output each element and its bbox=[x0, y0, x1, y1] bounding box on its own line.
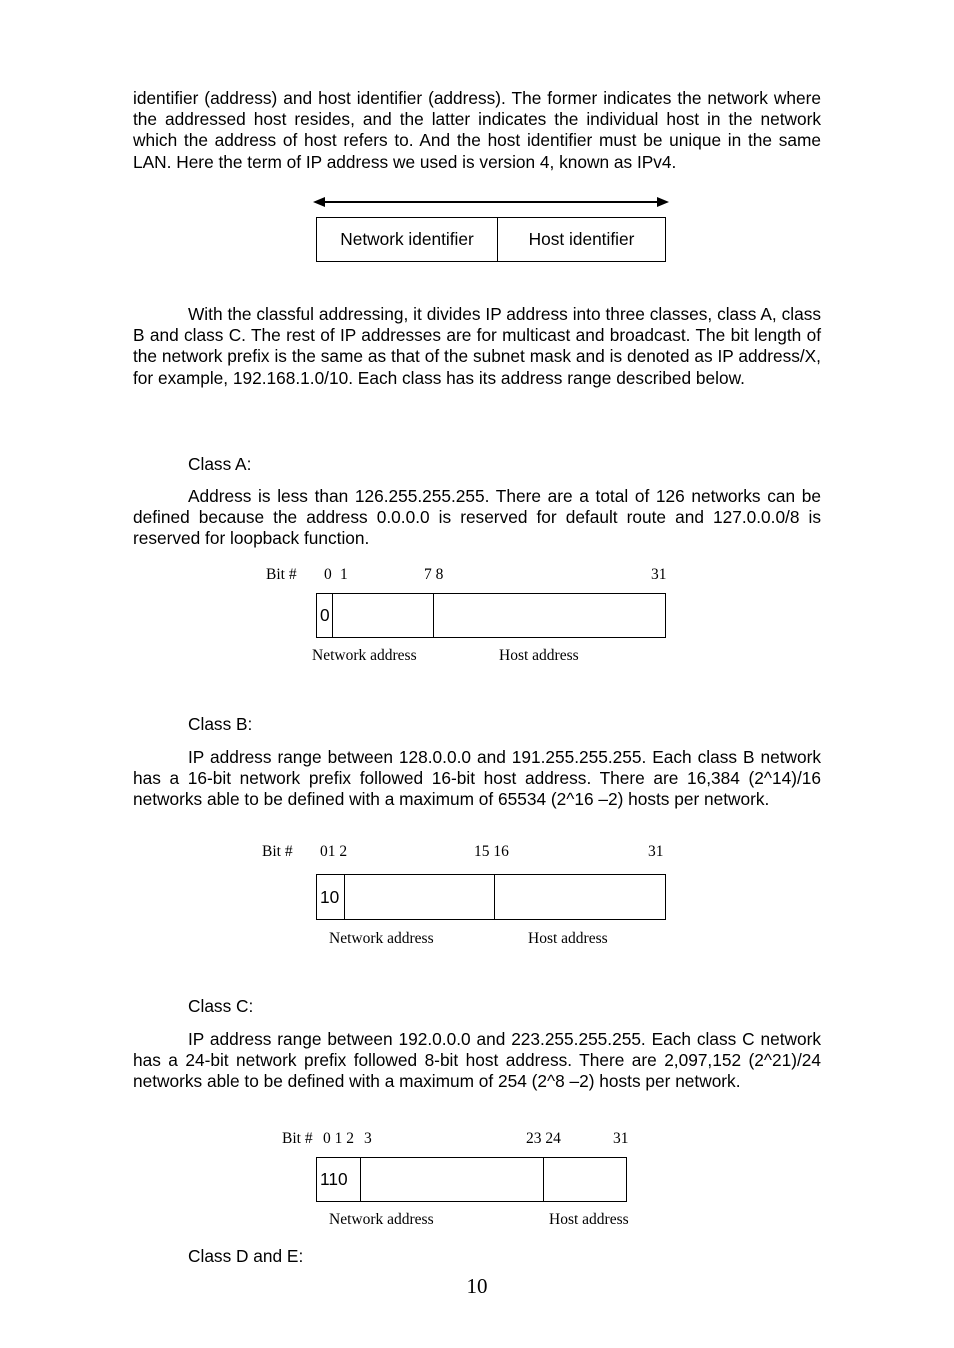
class-a-bit-7-8: 7 8 bbox=[424, 566, 444, 583]
classful-paragraph: With the classful addressing, it divides IP address into three classes, class A, class B and class C. The rest of IP addresses are for multicast and broadcast. The bit length of the network prefix is the same as that of the subnet mask and is denoted as IP address/X, for example, 192.168.1.0/10. Each class has its address range described below. bbox=[133, 304, 821, 388]
class-a-paragraph: Address is less than 126.255.255.255. There are a total of 126 networks can be defined because the address 0.0.0.0 is reserved for default route and 127.0.0.0/8 is reserved for loopback function. bbox=[133, 486, 821, 549]
class-a-network-cell bbox=[333, 594, 434, 637]
class-c-prefix-cell: 110 bbox=[317, 1158, 361, 1201]
class-a-host-cell bbox=[434, 594, 665, 637]
class-a-network-address-label: Network address bbox=[312, 647, 417, 664]
class-a-bit-1: 1 bbox=[340, 566, 348, 583]
class-a-bit-box bbox=[316, 593, 666, 638]
intro-paragraph: identifier (address) and host identifier (address). The former indicates the network where the addressed host resides, and the latter indicates the individual host in the network which the address of host refers to. And the host identifier must be unique in the same LAN. Here the term of IP address we used is version 4, known as IPv4. bbox=[133, 88, 821, 172]
page-number: 10 bbox=[466, 1274, 488, 1298]
class-c-bit-31: 31 bbox=[613, 1130, 629, 1147]
class-c-network-address-label: Network address bbox=[329, 1211, 434, 1228]
class-a-bit-label: Bit # bbox=[266, 566, 297, 583]
class-a-bit-31: 31 bbox=[651, 566, 667, 583]
class-a-prefix-cell: 0 bbox=[317, 594, 333, 637]
class-a-host-address-label: Host address bbox=[499, 647, 579, 664]
class-b-network-address-label: Network address bbox=[329, 930, 434, 947]
class-b-prefix-cell: 10 bbox=[317, 875, 345, 919]
class-c-bit-3: 3 bbox=[364, 1130, 372, 1147]
class-b-host-address-label: Host address bbox=[528, 930, 608, 947]
ip-address-structure-box bbox=[316, 217, 666, 262]
class-c-bit-0-1-2: 0 1 2 bbox=[323, 1130, 354, 1147]
class-c-bit-label: Bit # bbox=[282, 1130, 313, 1147]
class-c-bit-23-24: 23 24 bbox=[526, 1130, 561, 1147]
class-b-bit-31: 31 bbox=[648, 843, 664, 860]
network-identifier-cell: Network identifier bbox=[317, 218, 498, 261]
class-b-network-cell bbox=[345, 875, 495, 919]
class-b-heading: Class B: bbox=[188, 714, 253, 734]
class-b-bit-box bbox=[316, 874, 666, 920]
class-c-bit-box bbox=[316, 1157, 627, 1202]
class-b-bit-0-1-2: 01 2 bbox=[320, 843, 348, 860]
double-arrow-icon bbox=[313, 194, 669, 210]
host-identifier-cell: Host identifier bbox=[528, 229, 635, 249]
class-c-network-cell bbox=[361, 1158, 544, 1201]
class-c-paragraph: IP address range between 192.0.0.0 and 223.255.255.255. Each class C network has a 24-bit network prefix followed 8-bit host address. There are 2,097,152 (2^21)/24 networks able to be defined with a maximum of 254 (2^8 –2) hosts per network. bbox=[133, 1029, 821, 1092]
class-c-host-address-label: Host address bbox=[549, 1211, 629, 1228]
class-c-host-cell bbox=[544, 1158, 626, 1201]
class-b-paragraph: IP address range between 128.0.0.0 and 191.255.255.255. Each class B network has a 16-bit network prefix followed 16-bit host address. There are 16,384 (2^14)/16 networks able to be defined with a maximum of 65534 (2^16 –2) hosts per network. bbox=[133, 747, 821, 810]
class-b-bit-15-16: 15 16 bbox=[474, 843, 509, 860]
class-a-heading: Class A: bbox=[188, 454, 252, 474]
class-b-host-cell bbox=[495, 875, 665, 919]
class-c-heading: Class C: bbox=[188, 996, 254, 1016]
class-de-heading: Class D and E: bbox=[188, 1246, 304, 1266]
class-a-bit-0: 0 bbox=[324, 566, 332, 583]
class-b-bit-label: Bit # bbox=[262, 843, 293, 860]
